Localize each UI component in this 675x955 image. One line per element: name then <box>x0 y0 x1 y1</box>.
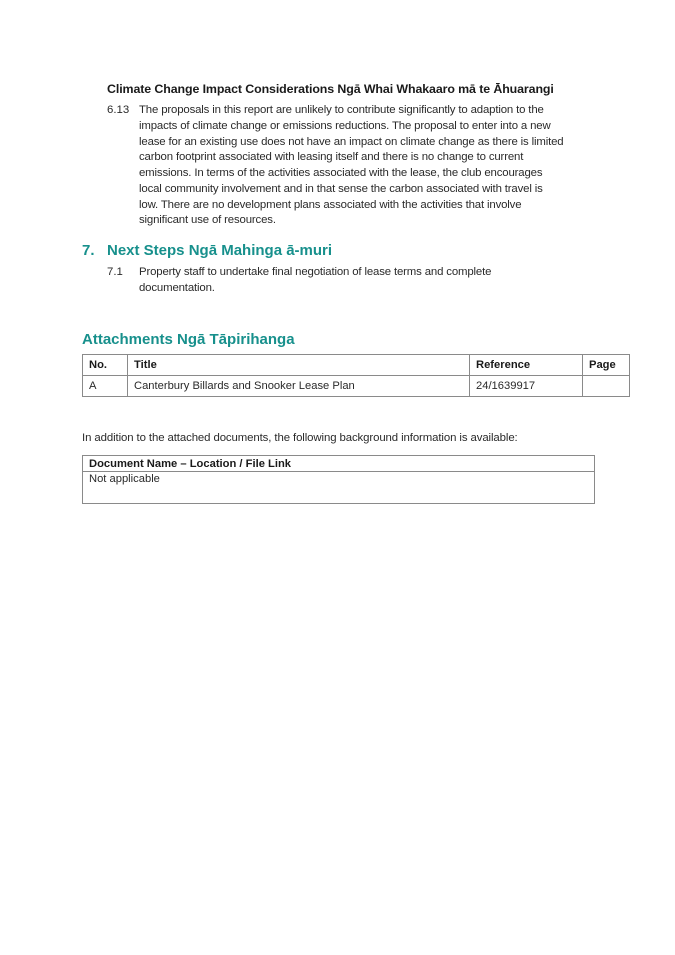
background-intro-text: In addition to the attached documents, the following background information is available: <box>82 432 518 444</box>
column-header-page: Page <box>583 355 630 376</box>
cell-title: Canterbury Billards and Snooker Lease Plan <box>128 376 470 397</box>
paragraph-number-7-1: 7.1 <box>107 266 123 278</box>
paragraph-6-13-text <box>139 103 563 229</box>
column-header-document-name: Document Name – Location / File Link <box>83 456 595 472</box>
table-header-row <box>83 456 595 472</box>
column-header-title: Title <box>128 355 470 376</box>
paragraph-number-6-13: 6.13 <box>107 104 130 116</box>
paragraph-line: carbon footprint associated with leasing itself and there is no change to current <box>139 151 524 164</box>
cell-document-value: Not applicable <box>83 472 595 504</box>
climate-change-heading: Climate Change Impact Considerations Ngā Whai Whakaaro mā te Āhuarangi <box>107 82 554 96</box>
paragraph-line: impacts of climate change or emissions reductions. The proposal to enter into a new <box>139 119 551 132</box>
paragraph-7-1-text <box>139 265 491 297</box>
attachments-table <box>82 354 630 397</box>
column-header-reference: Reference <box>470 355 583 376</box>
table-header-row <box>83 355 630 376</box>
cell-reference: 24/1639917 <box>470 376 583 397</box>
paragraph-line: significant use of resources. <box>139 214 276 227</box>
column-header-no: No. <box>83 355 128 376</box>
table-row <box>83 472 595 504</box>
next-steps-heading <box>82 242 332 259</box>
attachments-title: Attachments Ngā Tāpirihanga <box>82 331 295 348</box>
paragraph-line: low. There are no development plans associated with the activities that involve <box>139 198 522 211</box>
paragraph-line: local community involvement and in that sense the carbon associated with travel is <box>139 182 543 195</box>
section-title: Next Steps Ngā Mahinga ā-muri <box>107 242 333 259</box>
background-documents-table <box>82 455 595 504</box>
paragraph-line: emissions. In terms of the activities associated with the lease, the club encourages <box>139 167 543 179</box>
paragraph-line: lease for an existing use does not have an impact on climate change as there is limited <box>139 135 564 148</box>
cell-no: A <box>83 376 128 397</box>
paragraph-line: The proposals in this report are unlikely to contribute significantly to adaption to the <box>139 104 544 116</box>
table-row <box>83 376 630 397</box>
paragraph-line: documentation. <box>139 281 215 294</box>
attachments-heading <box>82 331 295 348</box>
paragraph-line: Property staff to undertake final negotiation of lease terms and complete <box>139 266 492 278</box>
cell-page <box>583 376 630 397</box>
section-number: 7. <box>82 242 95 259</box>
